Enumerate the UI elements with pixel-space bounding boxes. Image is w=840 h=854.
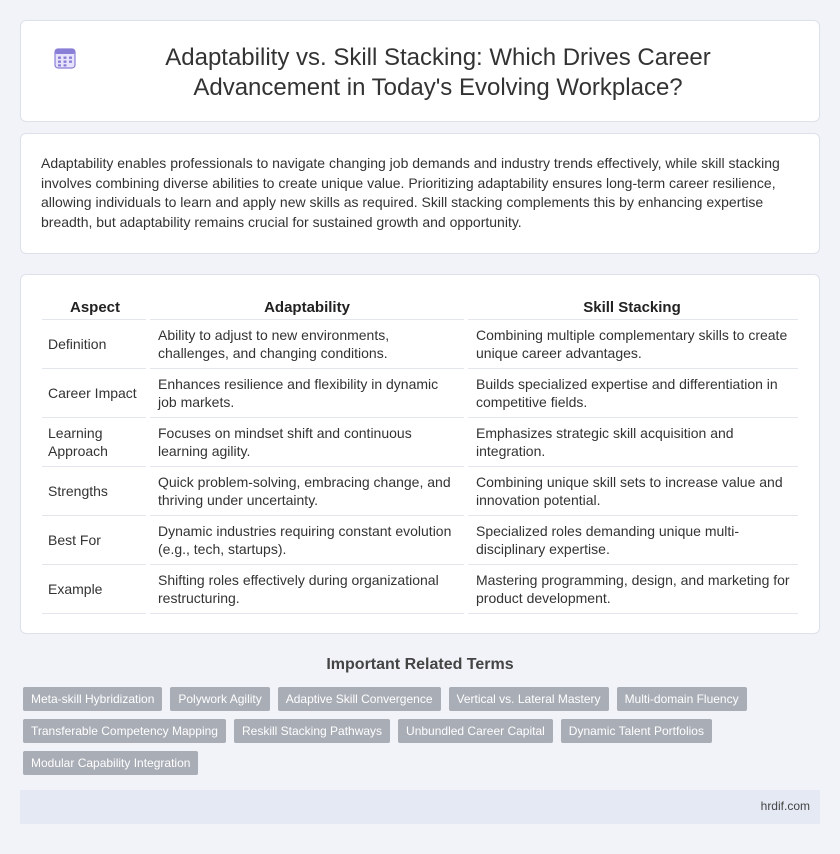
- page-title: Adaptability vs. Skill Stacking: Which Drives Career Advancement in Today's Evolving Workplace?: [165, 44, 711, 101]
- table-row: [42, 417, 798, 466]
- related-term-tag[interactable]: Multi-domain Fluency: [617, 687, 747, 711]
- table-row: [42, 564, 798, 613]
- comparison-table-card: [20, 274, 820, 634]
- table-row: [42, 515, 798, 564]
- related-terms-title: Important Related Terms: [326, 656, 514, 673]
- row-aspect: Definition: [42, 319, 148, 368]
- title-wrap: [21, 43, 819, 103]
- row-skill-stacking: Emphasizes strategic skill acquisition and integration.: [466, 417, 798, 466]
- row-adaptability: Shifting roles effectively during organizational restructuring.: [148, 564, 466, 613]
- row-adaptability: Quick problem-solving, embracing change, and thriving under uncertainty.: [148, 466, 466, 515]
- related-term-tag[interactable]: Reskill Stacking Pathways: [234, 719, 390, 743]
- row-skill-stacking: Mastering programming, design, and marketing for product development.: [466, 564, 798, 613]
- related-terms-tags: [23, 687, 783, 775]
- row-aspect: Learning Approach: [42, 417, 148, 466]
- row-aspect: Strengths: [42, 466, 148, 515]
- table-row: [42, 319, 798, 368]
- intro-card: [20, 133, 820, 254]
- related-term-tag[interactable]: Dynamic Talent Portfolios: [561, 719, 712, 743]
- table-header-row: [42, 295, 798, 319]
- row-skill-stacking: Builds specialized expertise and differentiation in competitive fields.: [466, 368, 798, 417]
- comparison-table: [42, 295, 798, 614]
- row-aspect: Example: [42, 564, 148, 613]
- related-term-tag[interactable]: Vertical vs. Lateral Mastery: [449, 687, 609, 711]
- related-term-tag[interactable]: Modular Capability Integration: [23, 751, 198, 775]
- row-skill-stacking: Specialized roles demanding unique multi-disciplinary expertise.: [466, 515, 798, 564]
- header-skill-stacking: Skill Stacking: [466, 295, 798, 319]
- related-term-tag[interactable]: Transferable Competency Mapping: [23, 719, 226, 743]
- header-aspect: Aspect: [42, 295, 148, 319]
- row-skill-stacking: Combining unique skill sets to increase value and innovation potential.: [466, 466, 798, 515]
- related-term-tag[interactable]: Adaptive Skill Convergence: [278, 687, 441, 711]
- footer-site-link[interactable]: hrdif.com: [760, 799, 810, 813]
- row-adaptability: Ability to adjust to new environments, challenges, and changing conditions.: [148, 319, 466, 368]
- row-adaptability: Dynamic industries requiring constant evolution (e.g., tech, startups).: [148, 515, 466, 564]
- row-skill-stacking: Combining multiple complementary skills to create unique career advantages.: [466, 319, 798, 368]
- title-card: [20, 20, 820, 122]
- row-aspect: Career Impact: [42, 368, 148, 417]
- row-aspect: Best For: [42, 515, 148, 564]
- related-term-tag[interactable]: Unbundled Career Capital: [398, 719, 553, 743]
- footer: [20, 790, 820, 824]
- related-term-tag[interactable]: Meta-skill Hybridization: [23, 687, 162, 711]
- table-row: [42, 466, 798, 515]
- table-row: [42, 368, 798, 417]
- row-adaptability: Focuses on mindset shift and continuous learning agility.: [148, 417, 466, 466]
- header-adaptability: Adaptability: [148, 295, 466, 319]
- related-term-tag[interactable]: Polywork Agility: [170, 687, 269, 711]
- row-adaptability: Enhances resilience and flexibility in dynamic job markets.: [148, 368, 466, 417]
- intro-paragraph: Adaptability enables professionals to navigate changing job demands and industry trends effectively, while skill stacking involves combining diverse abilities to create unique value. Prioritizing adaptability ensures long-term career resilience, allowing individuals to learn and apply new skills as required. Skill stacking complements this by enhancing expertise breadth, but adaptability remains crucial for sustained growth and opportunity.: [41, 155, 780, 230]
